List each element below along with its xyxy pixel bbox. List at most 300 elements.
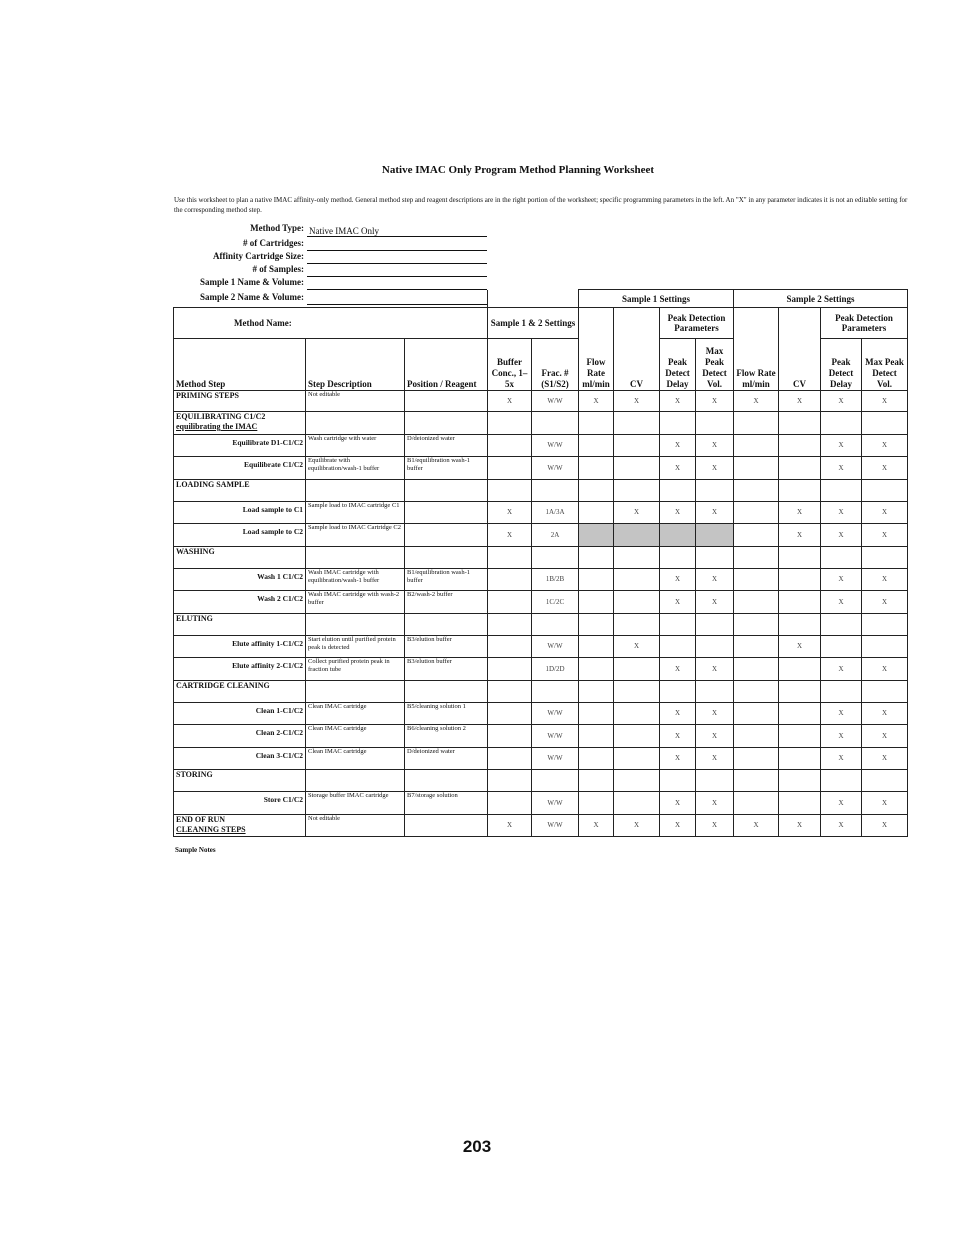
s2-peak-delay-cell[interactable]	[821, 546, 862, 568]
s2-flow-rate-cell[interactable]	[734, 702, 779, 725]
step-description-cell	[306, 412, 405, 435]
frac-number-cell: W/W	[532, 747, 579, 770]
method-type-label-wrap	[174, 223, 304, 235]
s1-flow-rate-cell[interactable]	[579, 479, 614, 501]
s2-flow-rate-cell[interactable]	[734, 747, 779, 770]
cartridge-size-label: Affinity Cartridge Size:	[213, 251, 304, 261]
s1-flow-rate-cell[interactable]	[579, 770, 614, 792]
s2-max-peak-vol-cell: X	[862, 725, 908, 748]
s2-max-peak-vol-cell[interactable]	[862, 613, 908, 635]
s2-peak-delay-cell: X	[821, 434, 862, 457]
s2-peak-delay-cell: X	[821, 702, 862, 725]
s1-peak-delay-cell[interactable]	[660, 546, 696, 568]
s2-peak-delay-cell[interactable]	[821, 479, 862, 501]
s2-flow-rate-cell[interactable]	[734, 501, 779, 524]
method-step-cell	[174, 479, 306, 501]
s2-max-peak-vol-cell: X	[862, 457, 908, 480]
s2-max-peak-vol-cell[interactable]	[862, 770, 908, 792]
s1-peak-delay-cell: X	[660, 658, 696, 681]
s1-peak-delay-cell: X	[660, 725, 696, 748]
sample1-label: Sample 1 Name & Volume:	[200, 277, 304, 287]
s1-cv-cell[interactable]	[614, 725, 660, 748]
position-reagent-cell	[405, 412, 488, 435]
method-type-value: Native IMAC Only	[309, 226, 379, 236]
s2-cv-cell[interactable]	[779, 546, 821, 568]
buffer-conc-cell[interactable]	[488, 613, 532, 635]
s1-flow-rate-cell[interactable]	[579, 412, 614, 435]
s2-peak-delay-cell[interactable]	[821, 635, 862, 658]
frac-number-cell[interactable]	[532, 770, 579, 792]
col-step-desc: Step Description	[306, 339, 405, 391]
cartridge-size-field[interactable]	[307, 252, 487, 264]
position-reagent-cell	[405, 680, 488, 702]
buffer-conc-cell[interactable]	[488, 747, 532, 770]
buffer-conc-cell[interactable]	[488, 702, 532, 725]
position-reagent-cell: B7/storage solution	[405, 792, 488, 815]
s2-flow-rate-cell[interactable]	[734, 568, 779, 591]
s2-cv-cell[interactable]	[779, 412, 821, 435]
s2-cv-cell[interactable]	[779, 747, 821, 770]
s2-flow-rate-cell[interactable]	[734, 434, 779, 457]
s2-peak-delay-cell: X	[821, 747, 862, 770]
s2-flow-rate-cell[interactable]	[734, 792, 779, 815]
section-row	[174, 680, 908, 702]
s12-settings-header: Sample 1 & 2 Settings	[488, 308, 579, 339]
position-reagent-cell: B2/wash-2 buffer	[405, 591, 488, 614]
method-step-label: Clean 3-C1/C2	[255, 750, 303, 760]
worksheet-title: Native IMAC Only Program Method Planning Worksheet	[381, 164, 655, 176]
s2-cv-cell[interactable]	[779, 434, 821, 457]
s1-cv-cell[interactable]	[614, 658, 660, 681]
frac-number-cell[interactable]	[532, 412, 579, 435]
s1-cv-cell	[614, 524, 660, 547]
section-row	[174, 814, 908, 837]
s1-cv-cell[interactable]	[614, 702, 660, 725]
s1-flow-rate-cell[interactable]	[579, 702, 614, 725]
step-description-cell: Clean IMAC cartridge	[306, 725, 405, 748]
method-step-cell	[174, 591, 306, 614]
table-row	[174, 658, 908, 681]
buffer-conc-cell[interactable]	[488, 635, 532, 658]
s2-peak-delay-cell[interactable]	[821, 412, 862, 435]
step-description-cell: Wash IMAC cartridge with wash-2 buffer	[306, 591, 405, 614]
s1-max-peak-vol-cell: X	[696, 501, 734, 524]
method-step-label: PRIMING STEPS	[176, 391, 239, 400]
s2-max-peak-vol-cell[interactable]	[862, 412, 908, 435]
s1-peak-delay-cell: X	[660, 391, 696, 412]
s1-peak-delay-cell: X	[660, 591, 696, 614]
s2-max-peak-vol-cell: X	[862, 591, 908, 614]
s2-cv-cell: X	[779, 635, 821, 658]
method-step-cell	[174, 501, 306, 524]
cartridge-size-label-wrap	[174, 251, 304, 263]
s2-max-peak-vol-cell: X	[862, 391, 908, 412]
buffer-conc-cell[interactable]	[488, 479, 532, 501]
s2-max-peak-vol-cell: X	[862, 501, 908, 524]
s2-flow-rate-cell[interactable]	[734, 524, 779, 547]
buffer-conc-cell: X	[488, 524, 532, 547]
method-step-label: Wash 1 C1/C2	[257, 571, 303, 581]
buffer-conc-cell[interactable]	[488, 680, 532, 702]
frac-number-cell[interactable]	[532, 613, 579, 635]
s2-peak-delay-cell: X	[821, 457, 862, 480]
step-description-cell: Sample load to IMAC cartridge C1	[306, 501, 405, 524]
s1-cv-cell[interactable]	[614, 613, 660, 635]
method-step-cell	[174, 770, 306, 792]
sample-notes-label: Sample Notes	[175, 846, 216, 854]
method-step-label: Equilibrate D1-C1/C2	[232, 437, 303, 447]
step-description-cell: Storage buffer IMAC cartridge	[306, 792, 405, 815]
position-reagent-cell: B6/cleaning solution 2	[405, 725, 488, 748]
method-name-label: Method Name:	[234, 318, 292, 328]
step-description-cell	[306, 680, 405, 702]
method-step-label: END OF RUN	[176, 814, 226, 824]
peak-params-s2: Peak Detection Parameters	[821, 308, 908, 339]
s2-peak-delay-cell: X	[821, 568, 862, 591]
s1-peak-delay-cell: X	[660, 457, 696, 480]
method-step-cell	[174, 702, 306, 725]
s1-max-peak-vol-cell: X	[696, 457, 734, 480]
position-reagent-cell	[405, 770, 488, 792]
s1-flow-rate-cell[interactable]	[579, 792, 614, 815]
frac-number-cell: W/W	[532, 814, 579, 837]
s2-max-peak-vol-cell[interactable]	[862, 479, 908, 501]
s1-peak-delay-cell[interactable]	[660, 770, 696, 792]
step-description-cell: Not editable	[306, 391, 405, 412]
buffer-conc-cell: X	[488, 814, 532, 837]
s1-cv-cell[interactable]	[614, 792, 660, 815]
s1-flow-rate-cell: X	[579, 391, 614, 412]
sample2-settings-header: Sample 2 Settings	[734, 290, 908, 308]
s1-peak-delay-cell	[660, 524, 696, 547]
step-description-cell	[306, 479, 405, 501]
step-description-cell	[306, 546, 405, 568]
s2-cv-cell: X	[779, 501, 821, 524]
intro-text: Use this worksheet to plan a native IMAC affinity-only method. General method step and reagent descriptions are in the right portion of the worksheet; specific programming parameters in the left. An "X" in any parameter indicates it is not an editable setting for the corresponding method step.	[174, 196, 908, 214]
position-reagent-cell	[405, 613, 488, 635]
s1-peak-delay-cell[interactable]	[660, 479, 696, 501]
table-row	[174, 702, 908, 725]
worksheet-body	[174, 391, 908, 837]
method-step-label: ELUTING	[176, 613, 213, 623]
method-step-cell	[174, 725, 306, 748]
s2-cv-cell[interactable]	[779, 702, 821, 725]
position-reagent-cell	[405, 524, 488, 547]
table-row	[174, 725, 908, 748]
s2-cv-cell[interactable]	[779, 770, 821, 792]
s2-peak-delay-cell: X	[821, 792, 862, 815]
buffer-conc-cell[interactable]	[488, 568, 532, 591]
method-step-sublabel: equilibrating the IMAC	[176, 422, 258, 431]
s1-flow-rate-cell[interactable]	[579, 747, 614, 770]
s2-cv-cell: X	[779, 391, 821, 412]
sample2-label: Sample 2 Name & Volume:	[200, 292, 304, 302]
s2-flow-rate-cell[interactable]	[734, 613, 779, 635]
s1-max-peak-vol-cell: X	[696, 725, 734, 748]
s1-max-peak-vol-cell: X	[696, 591, 734, 614]
s2-max-peak-vol-cell: X	[862, 702, 908, 725]
method-step-cell	[174, 412, 306, 435]
s1-max-peak-vol-cell: X	[696, 747, 734, 770]
page-number: 203	[462, 1137, 492, 1156]
s1-peak-delay-cell: X	[660, 814, 696, 837]
col-cv-s1: CV	[614, 308, 660, 391]
method-name-cell[interactable]	[174, 308, 488, 339]
col-buffer: Buffer Conc., 1–5x	[488, 339, 532, 391]
samples-label: # of Samples:	[252, 264, 304, 274]
method-step-sublabel: CLEANING STEPS	[176, 824, 246, 834]
step-description-cell: Sample load to IMAC Cartridge C2	[306, 524, 405, 547]
col-max-peak-s2: Max Peak Detect Vol.	[862, 339, 908, 391]
s2-peak-delay-cell[interactable]	[821, 770, 862, 792]
method-step-label: Elute affinity 1-C1/C2	[232, 638, 303, 648]
s2-flow-rate-cell[interactable]	[734, 725, 779, 748]
s2-cv-cell[interactable]	[779, 658, 821, 681]
position-reagent-cell: D/deionized water	[405, 434, 488, 457]
s2-cv-cell[interactable]	[779, 568, 821, 591]
section-row	[174, 479, 908, 501]
s1-max-peak-vol-cell: X	[696, 658, 734, 681]
s2-peak-delay-cell: X	[821, 658, 862, 681]
buffer-conc-cell[interactable]	[488, 658, 532, 681]
s1-peak-delay-cell: X	[660, 568, 696, 591]
table-row	[174, 635, 908, 658]
buffer-conc-cell[interactable]	[488, 725, 532, 748]
s2-cv-cell[interactable]	[779, 613, 821, 635]
method-type-label: Method Type:	[250, 223, 304, 233]
s2-max-peak-vol-cell[interactable]	[862, 680, 908, 702]
frac-number-cell[interactable]	[532, 546, 579, 568]
position-reagent-cell	[405, 546, 488, 568]
col-peak-delay-s1: Peak Detect Delay	[660, 339, 696, 391]
buffer-conc-cell[interactable]	[488, 546, 532, 568]
s2-cv-cell[interactable]	[779, 457, 821, 480]
table-row	[174, 434, 908, 457]
method-step-cell	[174, 747, 306, 770]
s2-flow-rate-cell[interactable]	[734, 658, 779, 681]
position-reagent-cell: B5/cleaning solution 1	[405, 702, 488, 725]
s1-flow-rate-cell[interactable]	[579, 725, 614, 748]
frac-number-cell[interactable]	[532, 479, 579, 501]
s2-cv-cell[interactable]	[779, 591, 821, 614]
method-step-label: Load sample to C2	[242, 527, 303, 536]
buffer-conc-cell[interactable]	[488, 412, 532, 435]
s2-cv-cell[interactable]	[779, 680, 821, 702]
s1-cv-cell[interactable]	[614, 568, 660, 591]
step-description-cell: Collect purified protein peak in fraction tube	[306, 658, 405, 681]
method-step-cell	[174, 658, 306, 681]
col-cv-s2: CV	[779, 308, 821, 391]
method-step-cell	[174, 792, 306, 815]
s1-flow-rate-cell: X	[579, 814, 614, 837]
s2-cv-cell[interactable]	[779, 479, 821, 501]
table-row	[174, 457, 908, 480]
s1-cv-cell[interactable]	[614, 412, 660, 435]
buffer-conc-cell[interactable]	[488, 591, 532, 614]
method-step-cell	[174, 524, 306, 547]
step-description-cell: Start elution until purified protein peak is detected	[306, 635, 405, 658]
s1-flow-rate-cell[interactable]	[579, 434, 614, 457]
s2-flow-rate-cell[interactable]	[734, 412, 779, 435]
s1-peak-delay-cell[interactable]	[660, 635, 696, 658]
method-step-cell	[174, 613, 306, 635]
s2-cv-cell: X	[779, 524, 821, 547]
method-step-label: EQUILIBRATING C1/C2	[176, 412, 266, 421]
s2-flow-rate-cell[interactable]	[734, 479, 779, 501]
method-step-label: WASHING	[176, 546, 215, 556]
s1-cv-cell[interactable]	[614, 457, 660, 480]
s2-flow-rate-cell[interactable]	[734, 546, 779, 568]
s2-cv-cell[interactable]	[779, 725, 821, 748]
position-reagent-cell: B1/equilibration wash-1 buffer	[405, 568, 488, 591]
frac-number-cell: W/W	[532, 725, 579, 748]
s1-max-peak-vol-cell[interactable]	[696, 635, 734, 658]
section-row	[174, 770, 908, 792]
s1-max-peak-vol-cell: X	[696, 434, 734, 457]
s1-max-peak-vol-cell[interactable]	[696, 412, 734, 435]
s2-peak-delay-cell: X	[821, 814, 862, 837]
s1-flow-rate-cell[interactable]	[579, 680, 614, 702]
table-row	[174, 747, 908, 770]
table-row	[174, 568, 908, 591]
s1-peak-delay-cell: X	[660, 747, 696, 770]
s1-max-peak-vol-cell: X	[696, 568, 734, 591]
s2-max-peak-vol-cell: X	[862, 568, 908, 591]
s1-cv-cell[interactable]	[614, 479, 660, 501]
worksheet-table	[173, 289, 908, 837]
position-reagent-cell	[405, 391, 488, 412]
s1-max-peak-vol-cell[interactable]	[696, 770, 734, 792]
s1-cv-cell[interactable]	[614, 680, 660, 702]
s2-flow-rate-cell: X	[734, 391, 779, 412]
s2-max-peak-vol-cell[interactable]	[862, 546, 908, 568]
col-flow-s1: Flow Rate ml/min	[579, 308, 614, 391]
table-row	[174, 792, 908, 815]
s1-flow-rate-cell[interactable]	[579, 613, 614, 635]
method-step-label: Equilibrate C1/C2	[244, 460, 303, 469]
step-description-cell: Equilibrate with equilibration/wash-1 buffer	[306, 457, 405, 480]
method-step-cell	[174, 814, 306, 837]
col-flow-s2: Flow Rate ml/min	[734, 308, 779, 391]
position-reagent-cell	[405, 479, 488, 501]
cartridges-label: # of Cartridges:	[243, 238, 304, 248]
step-description-cell: Wash IMAC cartridge with equilibration/wash-1 buffer	[306, 568, 405, 591]
col-position: Position / Reagent	[405, 339, 488, 391]
s1-peak-delay-cell[interactable]	[660, 680, 696, 702]
cartridges-label-wrap	[174, 238, 304, 250]
s2-flow-rate-cell[interactable]	[734, 591, 779, 614]
s2-cv-cell: X	[779, 814, 821, 837]
s2-max-peak-vol-cell: X	[862, 524, 908, 547]
s2-cv-cell[interactable]	[779, 792, 821, 815]
s2-max-peak-vol-cell[interactable]	[862, 635, 908, 658]
table-row	[174, 591, 908, 614]
s1-flow-rate-cell[interactable]	[579, 591, 614, 614]
s2-max-peak-vol-cell: X	[862, 792, 908, 815]
s1-flow-rate-cell[interactable]	[579, 635, 614, 658]
s1-max-peak-vol-cell: X	[696, 792, 734, 815]
s1-cv-cell[interactable]	[614, 770, 660, 792]
position-reagent-cell: B3/elution buffer	[405, 658, 488, 681]
s1-cv-cell[interactable]	[614, 434, 660, 457]
buffer-conc-cell[interactable]	[488, 434, 532, 457]
table-row	[174, 524, 908, 547]
s1-max-peak-vol-cell[interactable]	[696, 680, 734, 702]
s1-peak-delay-cell: X	[660, 434, 696, 457]
cartridges-field[interactable]	[307, 239, 487, 251]
s1-peak-delay-cell: X	[660, 501, 696, 524]
frac-number-cell: W/W	[532, 457, 579, 480]
frac-number-cell: 1B/2B	[532, 568, 579, 591]
s2-peak-delay-cell[interactable]	[821, 680, 862, 702]
s1-flow-rate-cell[interactable]	[579, 457, 614, 480]
s2-max-peak-vol-cell: X	[862, 434, 908, 457]
s1-max-peak-vol-cell: X	[696, 814, 734, 837]
s2-peak-delay-cell: X	[821, 391, 862, 412]
s1-peak-delay-cell[interactable]	[660, 412, 696, 435]
step-description-cell	[306, 613, 405, 635]
s1-flow-rate-cell[interactable]	[579, 568, 614, 591]
s1-cv-cell[interactable]	[614, 747, 660, 770]
buffer-conc-cell: X	[488, 391, 532, 412]
buffer-conc-cell[interactable]	[488, 792, 532, 815]
s1-cv-cell[interactable]	[614, 546, 660, 568]
s2-flow-rate-cell[interactable]	[734, 635, 779, 658]
s1-max-peak-vol-cell[interactable]	[696, 546, 734, 568]
section-row	[174, 546, 908, 568]
method-step-label: Elute affinity 2-C1/C2	[232, 661, 303, 670]
s2-flow-rate-cell[interactable]	[734, 680, 779, 702]
s1-max-peak-vol-cell[interactable]	[696, 613, 734, 635]
step-description-cell: Not editable	[306, 814, 405, 837]
s1-flow-rate-cell[interactable]	[579, 501, 614, 524]
s1-cv-cell: X	[614, 814, 660, 837]
frac-number-cell[interactable]	[532, 680, 579, 702]
s2-peak-delay-cell: X	[821, 524, 862, 547]
s1-max-peak-vol-cell[interactable]	[696, 479, 734, 501]
method-type-field[interactable]	[307, 225, 487, 237]
s2-max-peak-vol-cell: X	[862, 814, 908, 837]
step-description-cell	[306, 770, 405, 792]
samples-label-wrap	[174, 264, 304, 276]
s1-flow-rate-cell[interactable]	[579, 546, 614, 568]
frac-number-cell: W/W	[532, 635, 579, 658]
method-step-label: Load sample to C1	[242, 504, 303, 514]
s2-flow-rate-cell[interactable]	[734, 770, 779, 792]
s1-cv-cell[interactable]	[614, 591, 660, 614]
frac-number-cell: W/W	[532, 434, 579, 457]
frac-number-cell: W/W	[532, 391, 579, 412]
buffer-conc-cell[interactable]	[488, 457, 532, 480]
s1-flow-rate-cell[interactable]	[579, 658, 614, 681]
s1-peak-delay-cell[interactable]	[660, 613, 696, 635]
frac-number-cell: 1A/3A	[532, 501, 579, 524]
s1-max-peak-vol-cell	[696, 524, 734, 547]
buffer-conc-cell[interactable]	[488, 770, 532, 792]
s2-peak-delay-cell[interactable]	[821, 613, 862, 635]
s1-cv-cell: X	[614, 635, 660, 658]
method-step-label: Store C1/C2	[263, 795, 303, 804]
samples-field[interactable]	[307, 265, 487, 277]
sample1-label-wrap	[174, 277, 304, 289]
s2-flow-rate-cell[interactable]	[734, 457, 779, 480]
s1-max-peak-vol-cell: X	[696, 702, 734, 725]
col-peak-delay-s2: Peak Detect Delay	[821, 339, 862, 391]
position-reagent-cell	[405, 814, 488, 837]
s2-peak-delay-cell: X	[821, 591, 862, 614]
method-step-cell	[174, 457, 306, 480]
method-step-cell	[174, 391, 306, 412]
